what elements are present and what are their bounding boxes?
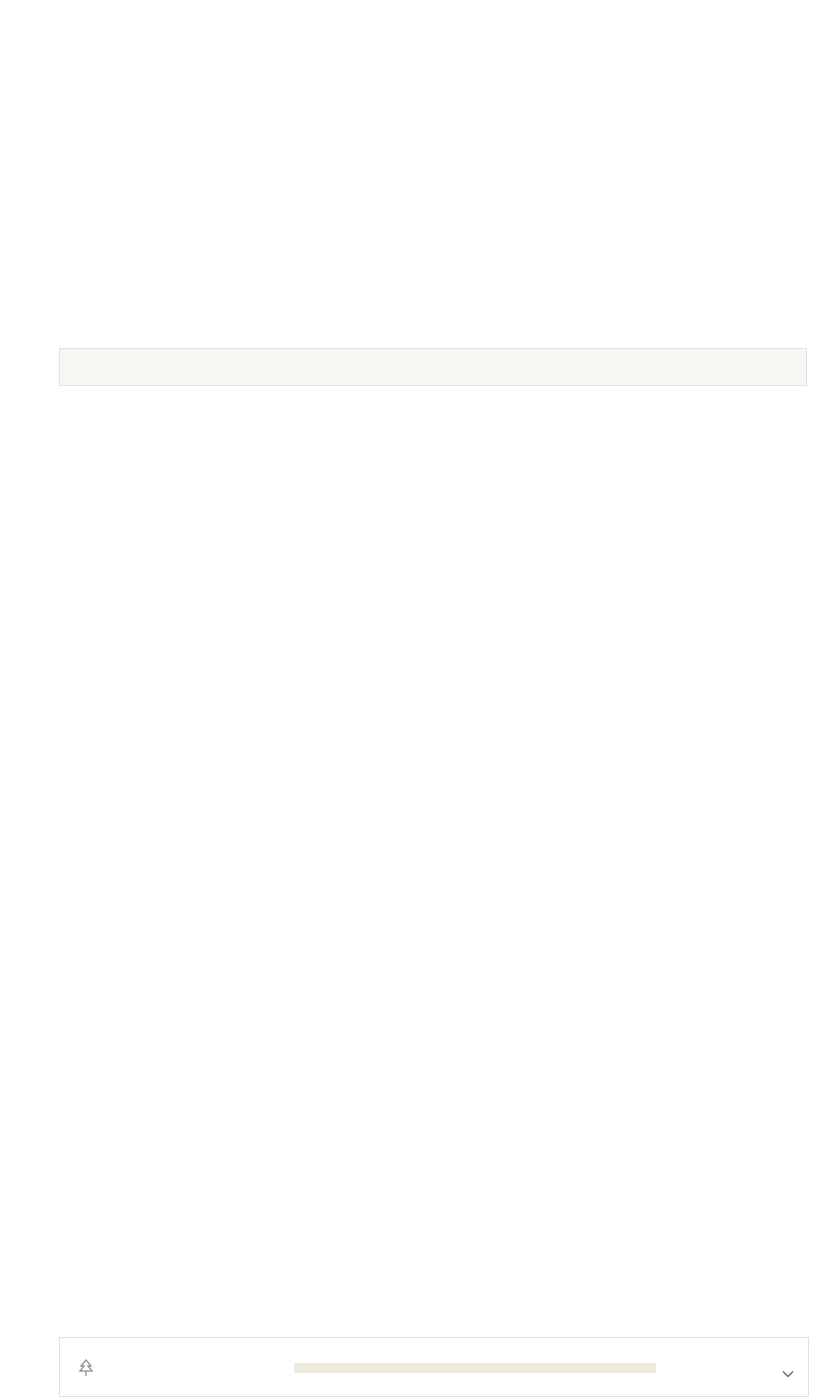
chevron-down-icon[interactable] <box>782 1365 794 1373</box>
site-bar <box>294 1363 656 1373</box>
tree-icon <box>76 1358 96 1378</box>
site-bar-fill <box>294 1363 656 1373</box>
site-exterior-row[interactable] <box>59 1337 809 1397</box>
summary-stats-bar <box>59 348 807 386</box>
